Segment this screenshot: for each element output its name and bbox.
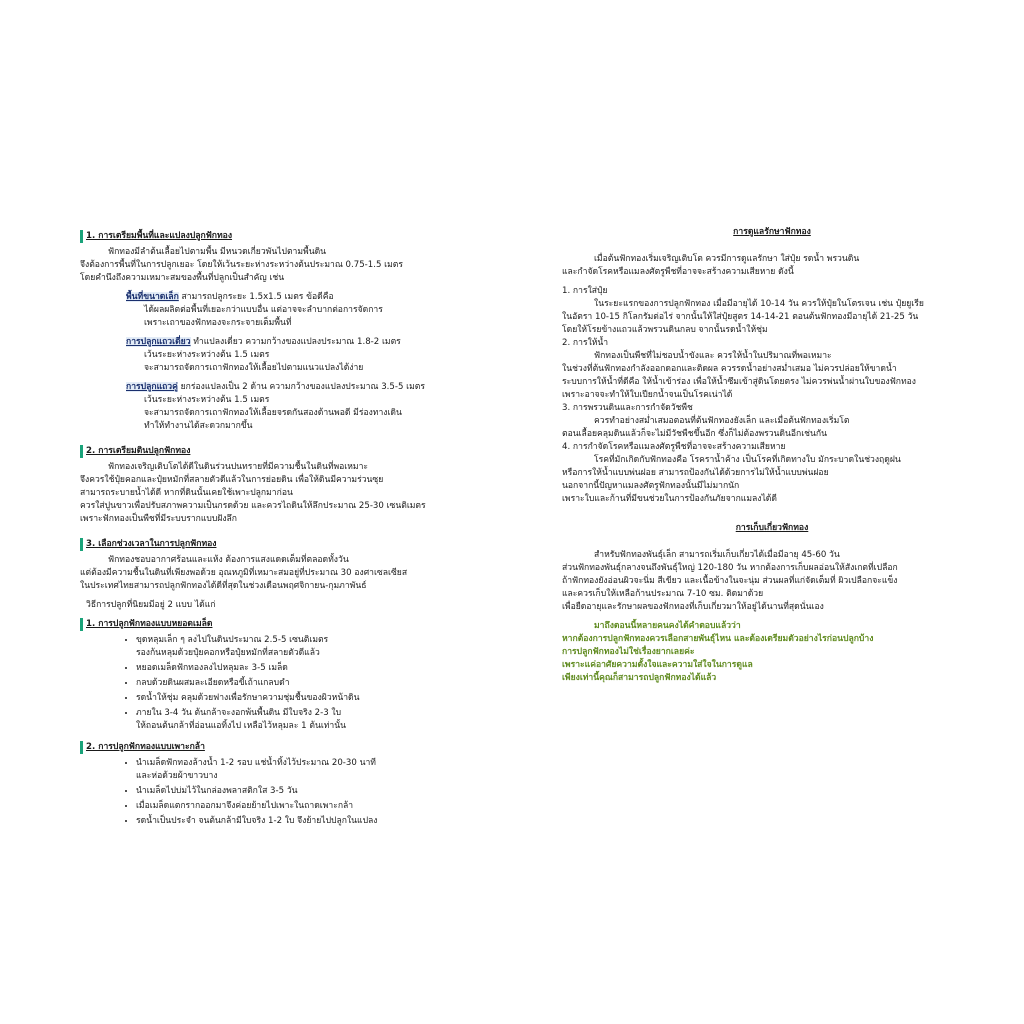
planting-time-text xyxy=(80,554,500,593)
planting-option-single-row xyxy=(80,336,500,375)
text-line: เพราะฟักทองเป็นพืชที่มีระบบรากแบบฝังลึก xyxy=(80,514,237,524)
closing-message xyxy=(562,620,982,685)
right-column xyxy=(562,226,982,685)
text-line: จะสามารถจัดการเถาฟักทองให้เลื้อยจรดกันสองด้านพอดี มีร่องทางเดิน xyxy=(144,408,402,418)
care-item-title: 4. การกำจัดโรคหรือแมลงศัตรูพืชที่อาจจะสร้างความเสียหาย xyxy=(562,442,786,452)
care-item-watering xyxy=(562,337,982,402)
text-line: โดยให้โรยข้างแถวแล้วพรวนดินกลบ จากนั้นรดน้ำให้ชุ่ม xyxy=(562,325,768,335)
care-item-title: 2. การให้น้ำ xyxy=(562,338,609,348)
option-text: ยกร่องแปลงเป็น 2 ด้าน ความกว้างของแปลงประมาณ 3.5-5 เมตร xyxy=(180,382,425,392)
text-line: เพราะใบและก้านที่มีขนช่วยในการป้องกันภัยจากแมลงได้ดี xyxy=(562,494,777,504)
option-text: ทำแปลงเดี่ยว ความกว้างของแปลงประมาณ 1.8-2 เมตร xyxy=(193,337,401,347)
text-line: ถ้าฟักทองยังอ่อนผิวจะนิ่ม สีเขียว และเนื้อข้างในจะนุ่ม ส่วนผลที่แก่จัดเต็มที่ ผิวเปลือกจะแข็ง xyxy=(562,576,898,586)
text-line: ระบบการให้น้ำที่ดีคือ ให้น้ำเข้าร่อง เพื่อให้น้ำซึมเข้าสู่ดินโดยตรง ไม่ควรพ่นน้ำผ่านใบของฟักทอง xyxy=(562,377,917,387)
text-line: นอกจากนี้ปัญหาแมลงศัตรูฟักทองนั้นมีไม่มากนัก xyxy=(562,481,740,491)
text-line: จึงต้องการพื้นที่ในการปลูกเยอะ โดยให้เว้นระยะห่างระหว่างต้นประมาณ 0.75-1.5 เมตร xyxy=(80,260,403,270)
option-label: การปลูกแถวคู่ xyxy=(126,382,178,392)
list-item: • นำเมล็ดไปบ่มไว้ในกล่องพลาสติกใส 3-5 วัน xyxy=(136,785,500,798)
text-line: ตอนเลื้อยคลุมดินแล้วก็จะไม่มีวัชพืชขึ้นอีก ซึ่งก็ไม่ต้องพรวนดินอีกเช่นกัน xyxy=(562,429,827,439)
list-item: • หยอดเมล็ดฟักทองลงไปหลุมละ 3-5 เมล็ด xyxy=(136,662,500,675)
care-item-pest-control xyxy=(562,441,982,506)
text-line: ในช่วงที่ต้นฟักทองกำลังออกดอกและติดผล ควรรดน้ำอย่างสม่ำเสมอ ไม่ควรปล่อยให้ขาดน้ำ xyxy=(562,364,897,374)
section-heading-care: การดูแลรักษาฟักทอง xyxy=(733,227,811,237)
planting-option-small-area xyxy=(80,291,500,330)
section-heading-seedling-nursery: 2. การปลูกฟักทองแบบเพาะกล้า xyxy=(80,741,500,754)
text-line: ฟักทองชอบอากาศร้อนและแห้ง ต้องการแสงแดดเต็มที่ตลอดทั้งวัน xyxy=(108,555,349,565)
text-line: และควรเก็บให้เหลือก้านประมาณ 7-10 ซม. ติดมาด้วย xyxy=(562,589,764,599)
text-line: เพียงเท่านี้คุณก็สามารถปลูกฟักทองได้แล้ว xyxy=(562,673,717,683)
text-line: ในระยะแรกของการปลูกฟักทอง เมื่อมีอายุได้ 10-14 วัน ควรให้ปุ๋ยในโตรเจน เช่น ปุ๋ยยูเรีย xyxy=(594,299,924,309)
option-text: สามารถปลูกระยะ 1.5x1.5 เมตร ข้อดีคือ xyxy=(181,292,334,302)
text-line: จะสามารถจัดการเถาฟักทองให้เลื้อยไปตามแนวแปลงได้ง่าย xyxy=(144,363,364,373)
left-column xyxy=(80,230,500,836)
option-label: พื้นที่ขนาดเล็ก xyxy=(126,292,179,302)
list-item: • กลบด้วยดินผสมละเอียดหรือขี้เถ้าแกลบดำ xyxy=(136,677,500,690)
text-line: ในอัตรา 10-15 กิโลกรัมต่อไร่ จากนั้นให้ใส่ปุ๋ยสูตร 14-14-21 ตอนต้นฟักทองมีอายุได้ 21-25 วัน xyxy=(562,312,919,322)
text-line: โรคที่มักเกิดกับฟักทองคือ โรคราน้ำค้าง เป็นโรคที่เกิดทางใบ มักระบาดในช่วงฤดูฝน xyxy=(594,455,901,465)
text-line: หรือการให้น้ำแบบพ่นฝอย สามารถป้องกันได้ด้วยการไม่ให้น้ำแบบพ่นฝอย xyxy=(562,468,829,478)
text-line: การปลูกฟักทองไม่ใช่เรื่องยากเลยค่ะ xyxy=(562,647,695,657)
prepare-area-intro xyxy=(80,246,500,285)
planting-methods-intro: วิธีการปลูกที่นิยมมีอยู่ 2 แบบ ได้แก่ xyxy=(86,600,216,610)
text-line: เว้นระยะห่างระหว่างต้น 1.5 เมตร xyxy=(144,350,270,360)
care-intro xyxy=(562,253,982,279)
care-item-title: 3. การพรวนดินและการกำจัดวัชพืช xyxy=(562,403,693,413)
text-line: สำหรับฟักทองพันธุ์เล็ก สามารถเริ่มเก็บเกี่ยวได้เมื่อมีอายุ 45-60 วัน xyxy=(594,550,840,560)
text-line: เพื่อยืดอายุและรักษาผลของฟักทองที่เก็บเกี่ยวมาให้อยู่ได้นานที่สุดนั่นเอง xyxy=(562,602,824,612)
section-heading-harvest: การเก็บเกี่ยวฟักทอง xyxy=(735,523,809,533)
list-item: • เมื่อเมล็ดแตกรากออกมาจึงค่อยย้ายไปเพาะในถาดเพาะกล้า xyxy=(136,800,500,813)
list-item: • ภายใน 3-4 วัน ต้นกล้าจะงอกพ้นพื้นดิน มีใบจริง 2-3 ใบ ให้ถอนต้นกล้าที่อ่อนแอทิ้งไป เหลือไว้หลุมละ 1 ต้นเท่านั้น xyxy=(136,707,500,733)
care-item-weeding xyxy=(562,402,982,441)
text-line: เว้นระยะห่างระหว่างต้น 1.5 เมตร xyxy=(144,395,270,405)
section-heading-planting-time: 3. เลือกช่วงเวลาในการปลูกฟักทอง xyxy=(80,538,500,551)
text-line: หากต้องการปลูกฟักทองควรเลือกสายพันธุ์ไหน และต้องเตรียมตัวอย่างไรก่อนปลูกบ้าง xyxy=(562,634,874,644)
section-heading-prepare-area: 1. การเตรียมพื้นที่และแปลงปลูกฟักทอง xyxy=(80,230,500,243)
text-line: ทำให้ทำงานได้สะดวกมากขึ้น xyxy=(144,421,253,431)
text-line: ฟักทองเป็นพืชที่ไม่ชอบน้ำขังและ ควรให้น้ำในปริมาณที่พอเหมาะ xyxy=(594,351,832,361)
harvest-text xyxy=(562,549,982,614)
text-line: มาถึงตอนนี้หลายคนคงได้คำตอบแล้วว่า xyxy=(594,621,741,631)
planting-option-double-row xyxy=(80,381,500,433)
text-line: จึงควรใช้ปุ๋ยคอกและปุ๋ยหมักที่สลายตัวดีแล้วในการย่อยดิน เพื่อให้ดินมีความร่วนซุย xyxy=(80,475,384,485)
list-item: • ขุดหลุมเล็ก ๆ ลงไปในดินประมาณ 2.5-5 เซนติเมตร รองก้นหลุมด้วยปุ๋ยคอกหรือปุ๋ยหมักที่สลายตัวดีแล้ว xyxy=(136,634,500,660)
text-line: ได้ผลผลิตต่อพื้นที่เยอะกว่าแบบอื่น แต่อาจจะลำบากต่อการจัดการ xyxy=(144,305,383,315)
text-line: และกำจัดโรคหรือแมลงศัตรูพืชที่อาจจะสร้างความเสียหาย ดังนี้ xyxy=(562,267,794,277)
text-line: ฟักทองเจริญเติบโตได้ดีในดินร่วนปนทรายที่มีความชื้นในดินที่พอเหมาะ xyxy=(108,462,369,472)
text-line: สามารถระบายน้ำได้ดี หากที่ดินนั้นเคยใช้เพาะปลูกมาก่อน xyxy=(80,488,293,498)
care-item-title: 1. การใส่ปุ๋ย xyxy=(562,286,608,296)
text-line: ควรใส่ปูนขาวเพื่อปรับสภาพความเป็นกรดด้วย และควรไถดินให้ลึกประมาณ 25-30 เซนติเมตร xyxy=(80,501,426,511)
text-line: เพราะเถาของฟักทองจะกระจายเต็มพื้นที่ xyxy=(144,318,292,328)
text-line: เมื่อต้นฟักทองเริ่มเจริญเติบโต ควรมีการดูแลรักษา ใส่ปุ๋ย รดน้ำ พรวนดิน xyxy=(594,254,860,264)
text-line: โดยคำนึงถึงความเหมาะสมของพื้นที่ปลูกเป็นสำคัญ เช่น xyxy=(80,273,285,283)
section-heading-prepare-soil: 2. การเตรียมดินปลูกฟักทอง xyxy=(80,445,500,458)
text-line: ส่วนฟักทองพันธุ์กลางจนถึงพันธุ์ใหญ่ 120-180 วัน หากต้องการเก็บผลอ่อนให้สังเกตที่เปลือก xyxy=(562,563,898,573)
text-line: ในประเทศไทยสามารถปลูกฟักทองได้ดีที่สุดในช่วงเดือนพฤศจิกายน-กุมภาพันธ์ xyxy=(80,581,367,591)
list-item: • รดน้ำเป็นประจำ จนต้นกล้ามีใบจริง 1-2 ใบ จึงย้ายไปปลูกในแปลง xyxy=(136,815,500,828)
direct-seeding-steps xyxy=(80,634,500,733)
prepare-soil-text xyxy=(80,461,500,526)
option-label: การปลูกแถวเดี่ยว xyxy=(126,337,191,347)
text-line: เพราะอาจจะทำให้ใบเปียกน้ำจนเป็นโรคเน่าได้ xyxy=(562,390,733,400)
text-line: เพราะแค่อาศัยความตั้งใจและความใส่ใจในการดูแล xyxy=(562,660,753,670)
list-item: • รดน้ำให้ชุ่ม คลุมด้วยฟางเพื่อรักษาความชุ่มชื้นของผิวหน้าดิน xyxy=(136,692,500,705)
text-line: ฟักทองมีลำต้นเลื้อยไปตามพื้น มีหนวดเกี่ยวพันไปตามพื้นดิน xyxy=(108,247,327,257)
text-line: ควรทำอย่างสม่ำเสมอตอนที่ต้นฟักทองยังเล็ก และเมื่อต้นฟักทองเริ่มโต xyxy=(594,416,850,426)
text-line: แต่ต้องมีความชื้นในดินที่เพียงพอด้วย อุณหภูมิที่เหมาะสมอยู่ที่ประมาณ 30 องศาเซลเซียส xyxy=(80,568,408,578)
list-item: • นำเมล็ดฟักทองล้างน้ำ 1-2 รอบ แช่น้ำทิ้งไว้ประมาณ 20-30 นาที และห่อด้วยผ้าขาวบาง xyxy=(136,757,500,783)
care-item-fertilizer xyxy=(562,285,982,337)
seedling-nursery-steps xyxy=(80,757,500,828)
section-heading-direct-seeding: 1. การปลูกฟักทองแบบหยอดเมล็ด xyxy=(80,618,500,631)
